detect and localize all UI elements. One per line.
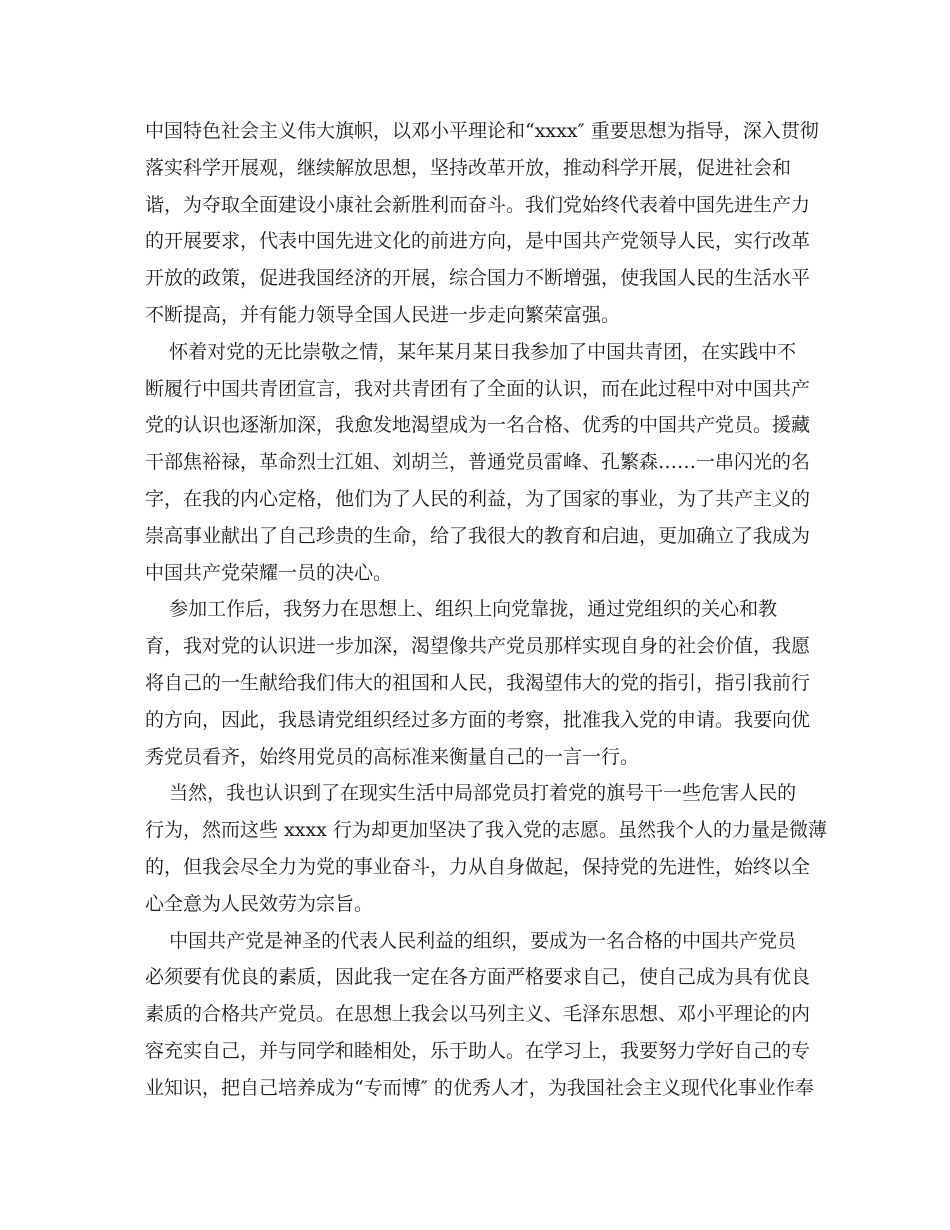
text-line: 中国共产党荣耀一员的决心。 <box>145 561 393 584</box>
text-line: 行为，然而这些 xxxx 行为却更加坚决了我入党的志愿。虽然我个人的力量是微薄 <box>145 819 827 842</box>
text-line: 的方向，因此，我恳请党组织经过多方面的考察，批准我入党的申请。我要向优 <box>145 708 811 731</box>
text-line: 容充实自己，并与同学和睦相处，乐于助人。在学习上，我要努力学好自己的专 <box>145 1039 811 1062</box>
text-line: 崇高事业献出了自己珍贵的生命，给了我很大的教育和启迪，更加确立了我成为 <box>145 524 811 547</box>
text-line: 字，在我的内心定格，他们为了人民的利益，为了国家的事业，为了共产主义的 <box>145 487 811 510</box>
text-line: 参加工作后，我努力在思想上、组织上向党靠拢，通过党组织的关心和教 <box>145 598 778 621</box>
document-body <box>145 113 827 1107</box>
text-line: 秀党员看齐，始终用党员的高标准来衡量自己的一言一行。 <box>145 745 640 768</box>
text-line: 的，但我会尽全力为党的事业奋斗，力从自身做起，保持党的先进性，始终以全 <box>145 855 811 878</box>
text-line: 业知识，把自己培养成为“专而博″ 的优秀人才，为我国社会主义现代化事业作奉 <box>145 1076 814 1099</box>
text-line: 必须要有优良的素质，因此我一定在各方面严格要求自己，使自己成为具有优良 <box>145 966 811 989</box>
text-line: 干部焦裕禄，革命烈士江姐、刘胡兰，普通党员雷峰、孔繁森……一串闪光的名 <box>145 451 811 474</box>
text-line: 党的认识也逐渐加深，我愈发地渴望成为一名合格、优秀的中国共产党员。援藏 <box>145 414 811 437</box>
text-line: 落实科学开展观，继续解放思想，坚持改革开放，推动科学开展，促进社会和 <box>145 156 792 179</box>
text-line: 中国共产党是神圣的代表人民利益的组织，要成为一名合格的中国共产党员 <box>145 929 797 952</box>
text-line: 育，我对党的认识进一步加深，渴望像共产党员那样实现自身的社会价值，我愿 <box>145 635 811 658</box>
text-line: 开放的政策，促进我国经济的开展，综合国力不断增强，使我国人民的生活水平 <box>145 267 811 290</box>
text-line: 中国特色社会主义伟大旗帜，以邓小平理论和“xxxx″ 重要思想为指导，深入贯彻 <box>145 120 819 142</box>
text-line: 的开展要求，代表中国先进文化的前进方向，是中国共产党领导人民，实行改革 <box>145 230 811 253</box>
text-line: 素质的合格共产党员。在思想上我会以马列主义、毛泽东思想、邓小平理论的内 <box>145 1003 811 1026</box>
text-line: 心全意为人民效劳为宗旨。 <box>145 892 374 915</box>
text-line: 不断提高，并有能力领导全国人民进一步走向繁荣富强。 <box>145 303 621 326</box>
text-line: 当然，我也认识到了在现实生活中局部党员打着党的旗号干一些危害人民的 <box>145 782 797 805</box>
text-line: 将自己的一生献给我们伟大的祖国和人民，我渴望伟大的党的指引，指引我前行 <box>145 671 811 694</box>
text-line: 谐，为夺取全面建设小康社会新胜利而奋斗。我们党始终代表着中国先进生产力 <box>145 193 811 216</box>
text-line: 怀着对党的无比崇敬之情，某年某月某日我参加了中国共青团，在实践中不 <box>145 340 797 363</box>
text-line: 断履行中国共青团宣言，我对共青团有了全面的认识，而在此过程中对中国共产 <box>145 377 811 400</box>
